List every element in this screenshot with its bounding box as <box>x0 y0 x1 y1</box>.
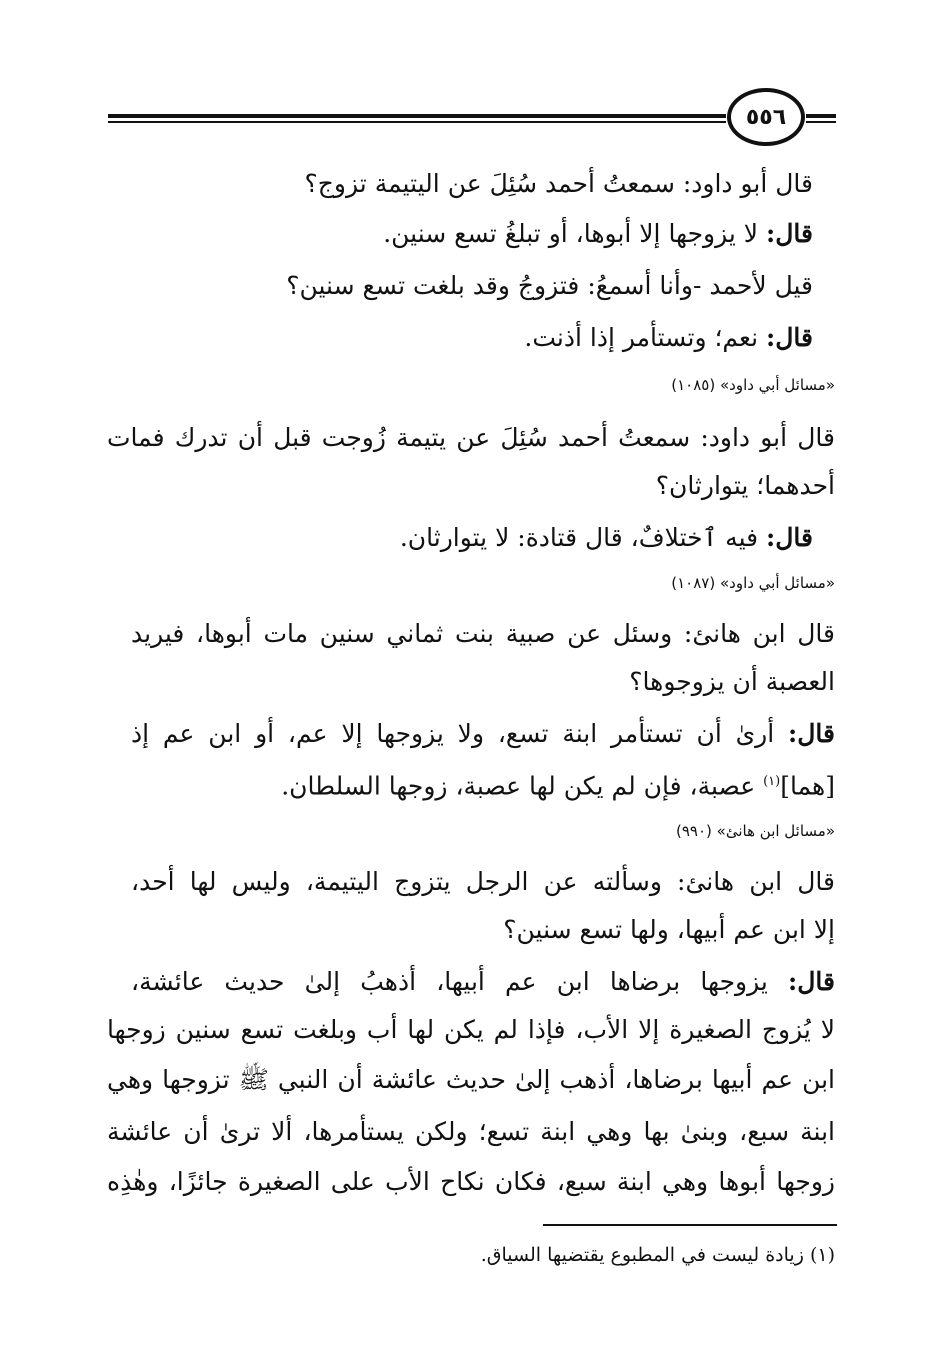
page-number: ٥٥٦ <box>727 88 805 146</box>
text-line: زوجها أبوها وهي ابنة سبع، فكان نكاح الأب على الصغيرة جائزًا، وهٰذِه <box>107 1167 835 1196</box>
footnote <box>481 1240 835 1270</box>
text-line: لا يُزوج الصغيرة إلا الأب، فإذا لم يكن لها أب وبلغت تسع سنين زوجها <box>107 1015 835 1044</box>
text-span: يزوجها برضاها ابن عم أبيها، أذهبُ إلىٰ حديث عائشة، <box>131 967 768 996</box>
text-line: قال أبو داود: سمعتُ أحمد سُئِلَ عن اليتيمة تزوج؟ <box>304 169 813 198</box>
text-line: أحدهما؛ يتوارثان؟ <box>655 471 835 500</box>
qal-label: قال: <box>788 719 835 748</box>
qal-label: قال: <box>766 523 813 552</box>
text-line <box>281 762 835 806</box>
text-line: إلا ابن عم أبيها، ولها تسع سنين؟ <box>503 915 835 944</box>
footnote-reference: (١) <box>763 774 781 789</box>
text-line: قال أبو داود: سمعتُ أحمد سُئِلَ عن يتيمة زُوجت قبل أن تدرك فمات <box>107 423 835 452</box>
text-line: قال ابن هانئ: وسئل عن صبية بنت ثماني سنين مات أبوها، فيريد <box>131 619 835 648</box>
text-line: العصبة أن يزوجوها؟ <box>629 667 835 696</box>
source-citation: «مسائل أبي داود» (١٠٨٧) <box>671 574 835 592</box>
qal-label: قال: <box>766 323 813 352</box>
footnote-separator <box>543 1224 837 1226</box>
text-span: لا يزوجها إلا أبوها، أو تبلغُ تسع سنين. <box>383 219 759 248</box>
footnote-marker: (١) <box>809 1244 835 1266</box>
qal-label: قال: <box>766 219 813 248</box>
text-line: قال ابن هانئ: وسألته عن الرجل يتزوج اليتيمة، وليس لها أحد، <box>131 867 835 896</box>
text-line: ابن عم أبيها برضاها، أذهب إلىٰ حديث عائشة أن النبي ﷺ تزوجها وهي <box>107 1065 835 1094</box>
text-line <box>131 714 835 754</box>
text-line <box>383 214 813 254</box>
text-span: فيه ٱختلافٌ، قال قتادة: لا يتوارثان. <box>399 523 759 552</box>
text-line <box>131 962 835 1002</box>
text-span: [هما] <box>780 771 835 801</box>
text-span: عصبة، فإن لم يكن لها عصبة، زوجها السلطان. <box>281 771 756 801</box>
text-span: أرىٰ أن تستأمر ابنة تسع، ولا يزوجها إلا عم، أو ابن عم إذ <box>131 719 775 748</box>
text-line: قيل لأحمد -وأنا أسمعُ: فتزوجُ وقد بلغت تسع سنين؟ <box>286 271 813 300</box>
header-rule <box>108 114 726 126</box>
qal-label: قال: <box>788 967 835 996</box>
text-span: نعم؛ وتستأمر إذا أذنت. <box>524 323 759 352</box>
source-citation: «مسائل أبي داود» (١٠٨٥) <box>671 376 835 394</box>
text-line: ابنة سبع، وبنىٰ بها وهي ابنة تسع؛ ولكن يستأمرها، ألا ترىٰ أن عائشة <box>107 1117 835 1146</box>
text-line <box>524 318 813 358</box>
source-citation: «مسائل ابن هانئ» (٩٩٠) <box>676 822 835 840</box>
footnote-text: زيادة ليست في المطبوع يقتضيها السياق. <box>480 1244 804 1266</box>
header-rule-right <box>806 112 836 124</box>
text-line <box>400 518 813 558</box>
